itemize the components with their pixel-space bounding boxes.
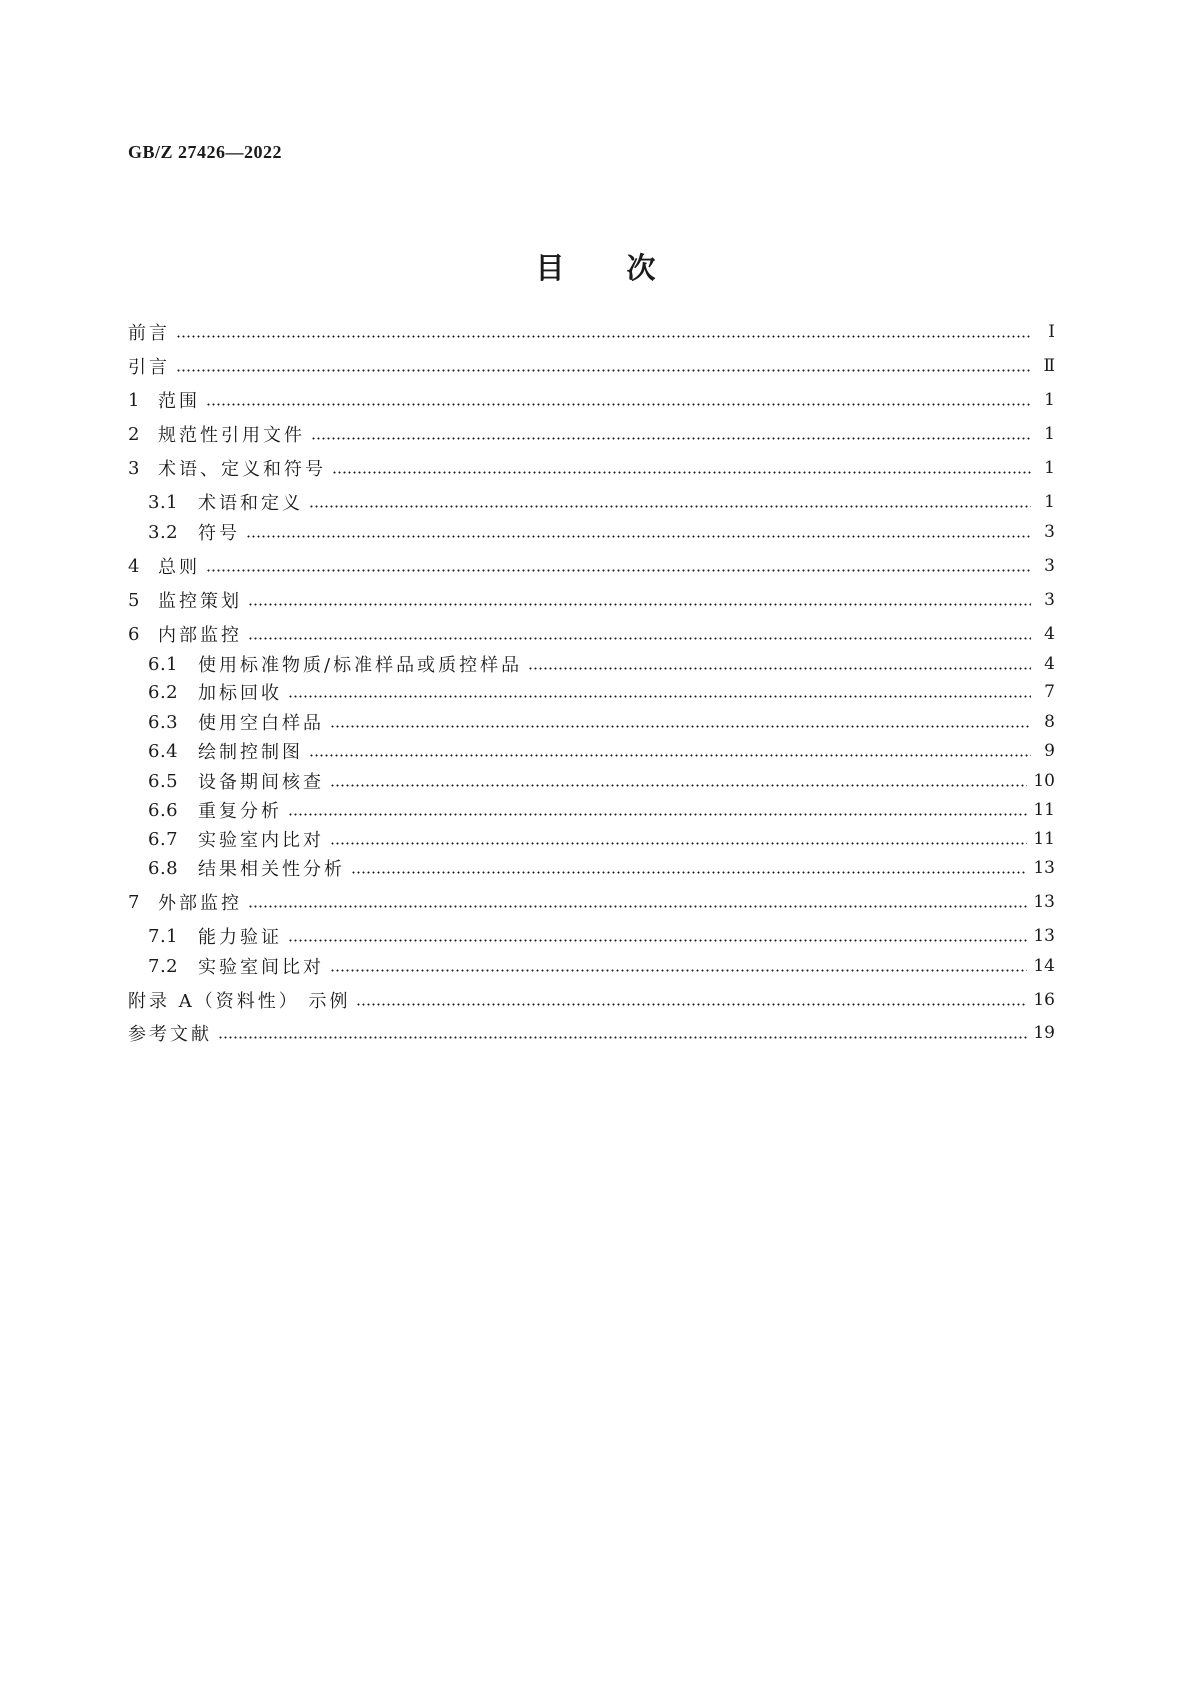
toc-leader-dots <box>288 695 1031 698</box>
toc-leader-dots <box>288 813 1027 816</box>
toc-leader-dots <box>248 905 1027 908</box>
toc-entry-number: 6.6 <box>148 799 179 821</box>
toc-entry-number: 6.7 <box>148 828 179 850</box>
toc-entry[interactable] <box>128 888 1055 916</box>
toc-entry[interactable] <box>148 737 1055 765</box>
toc-entry-title: 外部监控 <box>158 893 242 914</box>
toc-leader-dots <box>248 603 1031 606</box>
toc-entry[interactable] <box>148 825 1055 853</box>
toc-entry[interactable] <box>128 352 1055 380</box>
toc-entry[interactable] <box>148 518 1055 546</box>
toc-entry-page: 3 <box>1044 556 1055 576</box>
toc-leader-dots <box>351 871 1027 874</box>
toc-entry-title: 绘制控制图 <box>198 742 303 763</box>
toc-entry-title: 能力验证 <box>198 927 282 948</box>
toc-leader-dots <box>311 437 1031 440</box>
toc-entry-title: 实验室间比对 <box>198 957 324 978</box>
toc-entry-number: 3.2 <box>148 521 179 543</box>
toc-entry-page: 3 <box>1044 590 1055 610</box>
toc-entry-page: 19 <box>1033 1023 1055 1043</box>
toc-entry-page: 1 <box>1044 492 1055 512</box>
toc-entry-page: 7 <box>1044 682 1055 702</box>
toc-entry-title: 符号 <box>198 523 240 544</box>
toc-entry-number: 6 <box>128 623 140 645</box>
toc-entry-page: 13 <box>1033 858 1055 878</box>
toc-entry-page: 1 <box>1044 390 1055 410</box>
toc-entry[interactable] <box>128 552 1055 580</box>
toc-entry[interactable] <box>128 420 1055 448</box>
toc-leader-dots <box>218 1036 1027 1039</box>
toc-entry-title: 术语、定义和符号 <box>158 459 326 480</box>
toc-entry-title: 前言 <box>128 323 170 344</box>
toc-leader-dots <box>528 667 1031 670</box>
toc-entry-page: 14 <box>1033 956 1055 976</box>
toc-entry[interactable] <box>128 1019 1055 1047</box>
toc-entry[interactable] <box>148 922 1055 950</box>
toc-entry[interactable] <box>148 488 1055 516</box>
toc-entry[interactable] <box>128 318 1055 346</box>
toc-entry-title: 监控策划 <box>158 591 242 612</box>
toc-entry-title: 重复分析 <box>198 801 282 822</box>
toc-entry[interactable] <box>128 586 1055 614</box>
toc-entry-page: 1 <box>1044 424 1055 444</box>
toc-entry[interactable] <box>148 952 1055 980</box>
toc-entry-number: 2 <box>128 423 140 445</box>
toc-entry-number: 1 <box>128 389 140 411</box>
toc-entry-number: 3 <box>128 457 140 479</box>
toc-entry-page: 9 <box>1044 741 1055 761</box>
toc-entry-page: 13 <box>1033 926 1055 946</box>
toc-entry-number: 7.2 <box>148 955 179 977</box>
toc-entry[interactable] <box>128 454 1055 482</box>
toc-entry-page: 3 <box>1044 522 1055 542</box>
toc-entry-number: 6.1 <box>148 653 179 675</box>
toc-entry-number: 6.2 <box>148 681 179 703</box>
toc-entry-title: 结果相关性分析 <box>198 859 345 880</box>
toc-entry-page: 13 <box>1033 892 1055 912</box>
toc-entry-page: 4 <box>1044 654 1055 674</box>
toc-entry-number: 6.4 <box>148 740 179 762</box>
toc-entry-title: 参考文献 <box>128 1024 212 1045</box>
toc-entry[interactable] <box>148 708 1055 736</box>
toc-entry-title: 使用空白样品 <box>198 713 324 734</box>
toc-entry[interactable] <box>148 678 1055 706</box>
toc-leader-dots <box>309 754 1031 757</box>
toc-entry[interactable] <box>128 386 1055 414</box>
toc-leader-dots <box>309 505 1031 508</box>
document-code: GB/Z 27426—2022 <box>128 142 283 162</box>
toc-entry[interactable] <box>128 620 1055 648</box>
toc-entry-number: 3.1 <box>148 491 179 513</box>
toc-entry[interactable] <box>148 650 1055 678</box>
toc-entry-title: 加标回收 <box>198 683 282 704</box>
toc-leader-dots <box>206 569 1031 572</box>
toc-entry-title: 附录 A（资料性） 示例 <box>128 991 351 1012</box>
toc-title: 目次 <box>535 251 718 285</box>
toc-entry-page: 11 <box>1033 800 1055 820</box>
toc-leader-dots <box>176 335 1031 338</box>
toc-entry-title: 规范性引用文件 <box>158 425 305 446</box>
toc-entry[interactable] <box>128 986 1055 1014</box>
toc-entry-number: 4 <box>128 555 140 577</box>
toc-leader-dots <box>330 725 1031 728</box>
toc-leader-dots <box>330 784 1027 787</box>
toc-entry-page: Ⅱ <box>1043 356 1055 376</box>
toc-leader-dots <box>206 403 1031 406</box>
toc-entry-page: Ⅰ <box>1048 322 1055 342</box>
toc-leader-dots <box>330 969 1027 972</box>
toc-entry-number: 7.1 <box>148 925 179 947</box>
toc-entry-title: 总则 <box>158 557 200 578</box>
toc-entry[interactable] <box>148 767 1055 795</box>
toc-leader-dots <box>248 637 1031 640</box>
toc-entry-page: 4 <box>1044 624 1055 644</box>
toc-entry-page: 1 <box>1044 458 1055 478</box>
toc-entry[interactable] <box>148 854 1055 882</box>
toc-entry-title: 设备期间核查 <box>198 772 324 793</box>
toc-entry-number: 7 <box>128 891 140 913</box>
toc-entry-number: 5 <box>128 589 140 611</box>
toc-entry-number: 6.3 <box>148 711 179 733</box>
toc-entry-page: 8 <box>1044 712 1055 732</box>
toc-entry-title: 内部监控 <box>158 625 242 646</box>
toc-leader-dots <box>288 939 1027 942</box>
toc-leader-dots <box>330 842 1027 845</box>
toc-entry[interactable] <box>148 796 1055 824</box>
toc-entry-title: 引言 <box>128 357 170 378</box>
toc-leader-dots <box>176 369 1031 372</box>
toc-entry-page: 11 <box>1033 829 1055 849</box>
toc-entry-title: 使用标准物质/标准样品或质控样品 <box>198 655 523 676</box>
toc-leader-dots <box>246 535 1031 538</box>
toc-entry-title: 实验室内比对 <box>198 830 324 851</box>
toc-leader-dots <box>332 471 1031 474</box>
toc-entry-page: 10 <box>1033 771 1055 791</box>
toc-entry-title: 术语和定义 <box>198 493 303 514</box>
toc-entry-number: 6.5 <box>148 770 179 792</box>
toc-entry-number: 6.8 <box>148 857 179 879</box>
toc-entry-page: 16 <box>1033 990 1055 1010</box>
toc-entry-title: 范围 <box>158 391 200 412</box>
toc-leader-dots <box>356 1003 1027 1006</box>
